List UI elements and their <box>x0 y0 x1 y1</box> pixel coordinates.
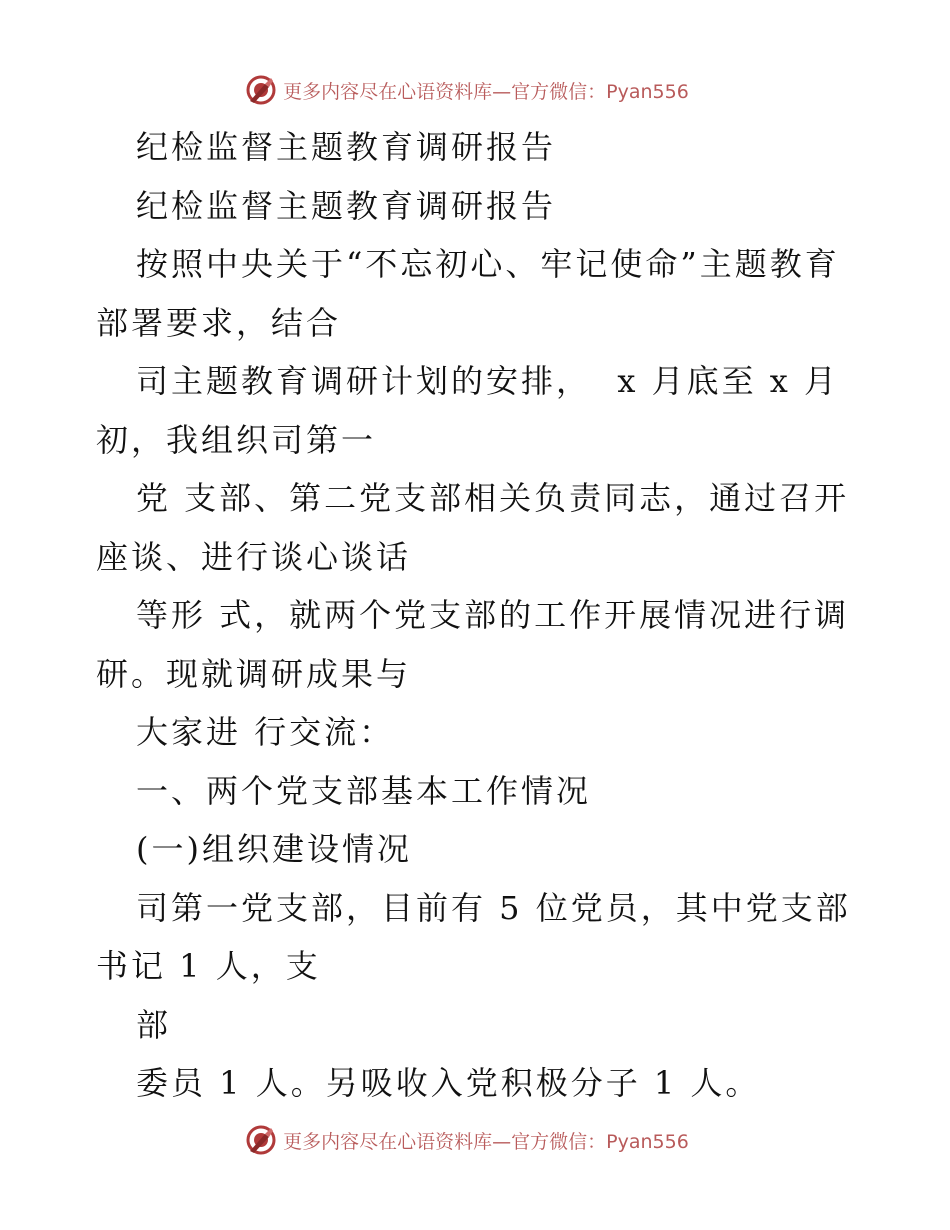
document-line: 党 支部、第二党支部相关负责同志，通过召开 <box>136 479 850 517</box>
document-line: 司主题教育调研计划的安排， x 月底至 x 月 <box>136 362 839 400</box>
footer-banner <box>0 1120 950 1160</box>
document-line: 司第一党支部，目前有 5 位党员，其中党支部 <box>136 888 851 927</box>
document-body <box>96 118 856 1113</box>
document-line: 等形 式，就两个党支部的工作开展情况进行调 <box>136 596 850 634</box>
pen-circle-logo-icon <box>245 1124 277 1156</box>
document-line: 大家进 行交流： <box>136 713 395 751</box>
document-line: 书记 1 人，支 <box>96 947 321 985</box>
document-line: 按照中央关于“不忘初心、牢记使命”主题教育 <box>136 245 840 283</box>
header-banner <box>0 70 950 110</box>
document-line: 委员 1 人。另吸收入党积极分子 1 人。 <box>136 1064 761 1102</box>
header-banner-text: 更多内容尽在心语资料库—官方微信：Pyan556 <box>283 80 689 103</box>
document-line: 纪检监督主题教育调研报告 <box>136 186 557 225</box>
document-line: (一)组织建设情况 <box>136 830 412 868</box>
pen-circle-logo-icon <box>245 74 277 106</box>
document-line: 座谈、进行谈心谈话 <box>96 537 412 576</box>
document-line: 初，我组织司第一 <box>96 420 377 459</box>
document-line: 纪检监督主题教育调研报告 <box>136 128 557 166</box>
document-line: 一、两个党支部基本工作情况 <box>136 771 592 810</box>
document-line: 部署要求，结合 <box>96 303 342 342</box>
document-line: 部 <box>136 1005 172 1044</box>
footer-banner-text: 更多内容尽在心语资料库—官方微信：Pyan556 <box>283 1130 689 1153</box>
document-line: 研。现就调研成果与 <box>96 654 412 693</box>
